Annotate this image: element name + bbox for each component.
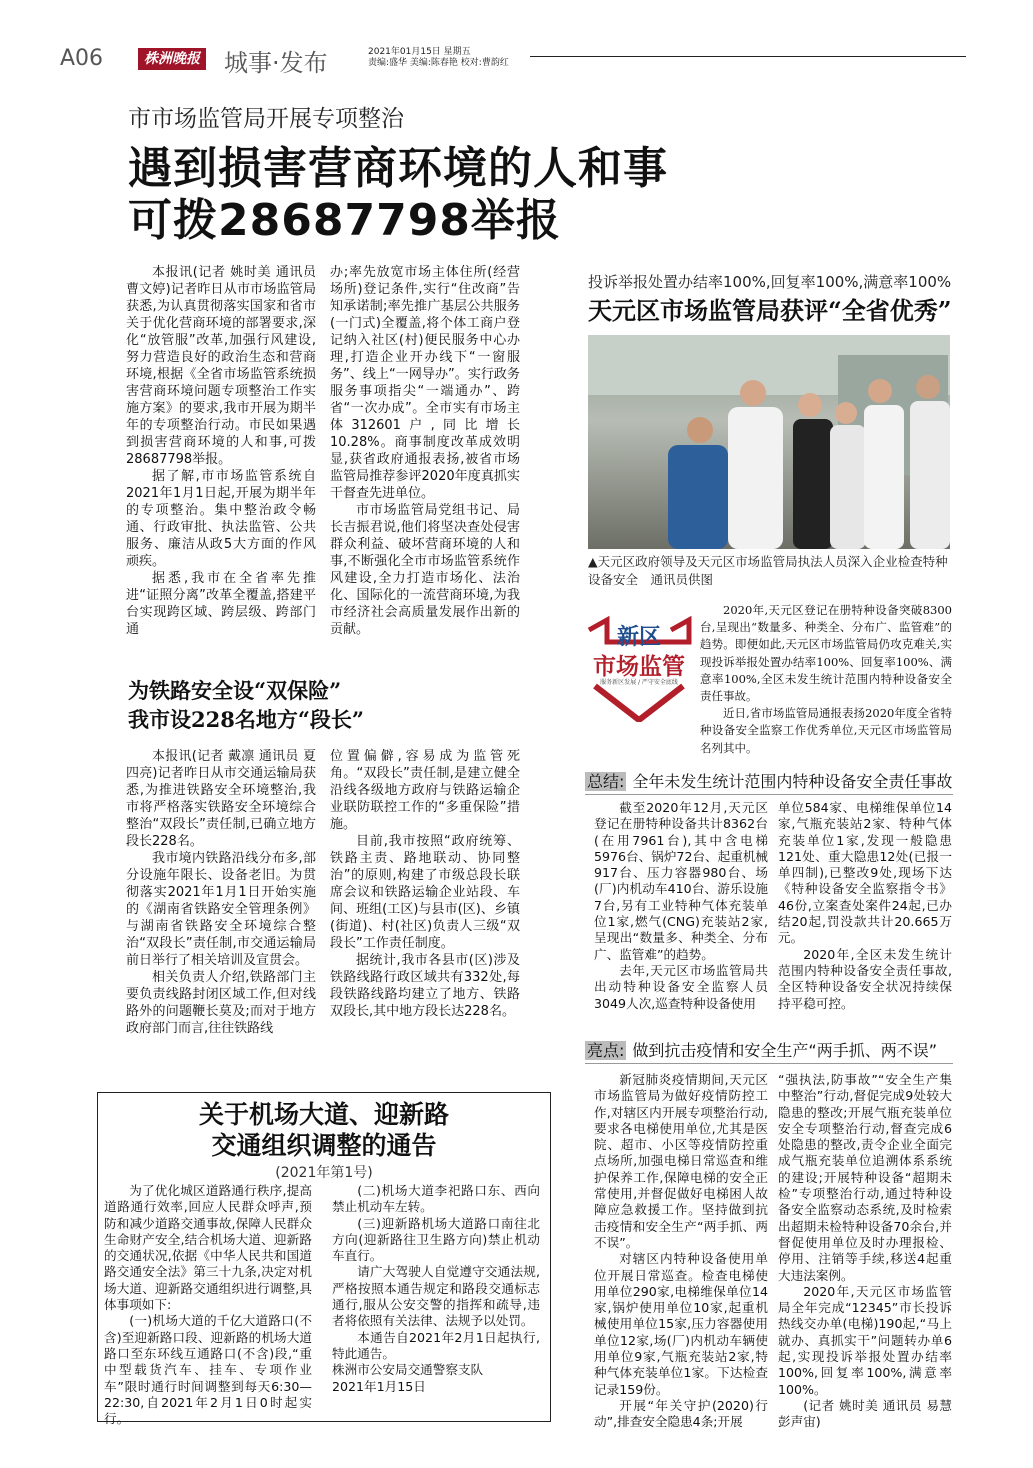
summary-label: 总结: <box>587 772 625 791</box>
highlight-title: 做到抗击疫情和安全生产“两手抓、两不误” <box>632 1041 937 1060</box>
paragraph: 本报讯(记者 姚时美 通讯员 曹文婷)记者昨日从市市场监管局获悉,为认真贯彻落实国家和省市关于优化营商环境的部署要求,深化“放管服”改革,加强行风建设,努力营造良好的政治生态和营商环境,根据《全省市场监管系统损害营商环境问题专项整治工作实施方案》的要求,我市开展为期半年的专项整治行动。市民如果遇到损害营商环境的人和事,可拨28687798举报。 <box>126 265 316 467</box>
paragraph: (二)机场大道李祀路口东、西向禁止机动车左转。 <box>332 1183 540 1215</box>
badge-slogan: 服务新区发展 / 严守安全底线 <box>600 679 678 686</box>
notice-column-1 <box>104 1183 312 1427</box>
column-badge <box>585 612 693 722</box>
lead-kicker: 市市场监管局开展专项整治 <box>128 106 404 132</box>
paragraph: 单位584家、电梯维保单位14家,气瓶充装站2家、特种气体充装单位1家,发现一般隐患121处、重大隐患12处(已报一单四制),已整改9处,现场下达《特种设备安全监察指令书》46份,立案查处案件24起,已办结20起,罚没款共计20.665万元。 <box>778 800 952 946</box>
paragraph: 本报讯(记者 戴凛 通讯员 夏四亮)记者昨日从市交通运输局获悉,为推进铁路安全环境整治,我市将严格落实铁路安全环境综合整治“双段长”责任制,已确立地方段长228名。 <box>126 749 316 849</box>
paragraph: 去年,天元区市场监管局共出动特种设备安全监察人员3049人次,巡查特种设备使用 <box>594 962 768 1011</box>
page-number: A06 <box>60 46 104 71</box>
traffic-notice-box <box>97 1092 551 1427</box>
lead-column-2 <box>330 264 520 638</box>
tianyuan-title: 天元区市场监管局获评“全省优秀” <box>588 296 952 325</box>
paragraph: 2020年,天元区市场监管局全年完成“12345”市长投诉热线交办单(电梯)190起,“马上就办、真抓实干”问题转办单6起,实现投诉举报处置办结率100%,回复率100%,满意率100%。 <box>778 1283 952 1397</box>
lead-headline-2: 可拨28687798举报 <box>128 195 561 246</box>
rail-headline <box>128 676 364 734</box>
paragraph: 2020年,天元区登记在册特种设备突破8300台,呈现出“数量多、种类全、分布广、监管难”的趋势。即便如此,天元区市场监管局仍攻克难关,实现投诉举报处置办结率100%、回复率100%、满意率100%,全区未发生统计范围内特种设备安全责任事故。 <box>700 603 952 704</box>
paragraph: 请广大驾驶人自觉遵守交通法规,严格按照本通告规定和路段交通标志通行,服从公安交警的指挥和疏导,违者将依照有关法律、法规予以处罚。 <box>332 1264 540 1329</box>
byline: (记者 姚时美 通讯员 易慧 彭声宙) <box>778 1397 952 1430</box>
paragraph: 相关负责人介绍,铁路部门主要负责线路封闭区域工作,但对线路外的问题鞭长莫及;而对于地方政府部门而言,往往铁路线 <box>126 970 316 1036</box>
paragraph: 为了优化城区道路通行秩序,提高道路通行效率,回应人民群众呼声,预防和减少道路交通事故,保障人民群众生命财产安全,结合机场大道、迎新路的交通状况,依据《中华人民共和国道路交通安全法》第三十九条,决定对机场大道、迎新路交通组织进行调整,具体事项如下: <box>104 1183 312 1313</box>
highlight-bar <box>585 1040 953 1064</box>
paragraph: 我市境内铁路沿线分布多,部分设施年限长、设备老旧。为贯彻落实2021年1月1日开始实施的《湖南省铁路安全管理条例》与湖南省铁路安全环境综合整治“双段长”责任制,市交通运输局前日举行了相关培训及宣贯会。 <box>126 851 316 968</box>
tianyuan-intro <box>700 602 952 757</box>
news-photo <box>588 335 950 549</box>
paragraph: 新冠肺炎疫情期间,天元区市场监管局为做好疫情防控工作,对辖区内开展专项整治行动,要求各电梯使用单位,尤其是医院、超市、小区等疫情防控重点场所,加强电梯日常巡查和维护保养工作,保障电梯的安全正常使用,并督促做好电梯困人故障应急救援工作。坚持做到抗击疫情和安全生产“两手抓、两不误”。 <box>594 1072 768 1250</box>
badge-line-1: 新区 <box>616 625 661 650</box>
paragraph: “强执法,防事故”“安全生产集中整治”行动,督促完成9处较大隐患的整改;开展气瓶充装单位安全专项整治行动,督查完成6处隐患的整改,责令企业全面完成气瓶充装单位追溯体系系统的建设;开展特种设备“超期未检”专项整治行动,通过特种设备安全监察动态系统,及时检索出超期未检特种设备70余台,并督促使用单位及时办理报检、停用、注销等手续,移送4起重大违法案例。 <box>778 1072 952 1283</box>
summary-bar <box>585 771 953 795</box>
notice-date: 2021年1月15日 <box>332 1378 426 1394</box>
notice-title <box>98 1099 550 1161</box>
header-rule <box>530 56 966 57</box>
highlight-column-2 <box>778 1072 952 1431</box>
paragraph: 本通告自2021年2月1日起执行,特此通告。 <box>332 1329 540 1361</box>
paragraph: 据了解,市市场监管系统自2021年1月1日起,开展为期半年的专项整治。集中整治政令畅通、行政审批、执法监管、公共服务、廉洁从政5大方面的作风顽疾。 <box>126 469 316 569</box>
highlight-label: 亮点: <box>587 1041 625 1060</box>
photo-illustration <box>588 335 950 549</box>
notice-number: (2021年第1号) <box>275 1165 373 1181</box>
paragraph: (三)迎新路机场大道路口南往北方向(迎新路往卫生路方向)禁止机动车直行。 <box>332 1215 540 1264</box>
badge-line-2: 市场监管 <box>593 654 685 680</box>
lead-headline-1: 遇到损害营商环境的人和事 <box>128 143 668 194</box>
lead-column-1 <box>126 264 316 638</box>
paragraph: 2020年,全区未发生统计范围内特种设备安全责任事故,全区特种设备安全状况持续保持平稳可控。 <box>778 946 952 1011</box>
paragraph: 目前,我市按照“政府统筹、铁路主责、路地联动、协同整治”的原则,构建了市级总段长联席会议和铁路运输企业站段、车间、班组(工区)与县市(区)、乡镇(街道)、村(社区)负责人三级“双段长”工作责任制度。 <box>330 834 520 951</box>
paragraph: 近日,省市场监管局通报表扬2020年度全省特种设备安全监察工作优秀单位,天元区市场监管局名列其中。 <box>700 706 952 755</box>
notice-title-2: 交通组织调整的通告 <box>211 1131 437 1160</box>
paragraph: 办;率先放宽市场主体住所(经营场所)登记条件,实行“住改商”告知承诺制;率先推广基层公共服务(一门式)全覆盖,将个体工商户登记纳入社区(村)便民服务中心办理,打造企业开办线下“一窗服务”、线上“一网导办”。实行政务服务事项指尖“一端通办”、跨省“一次办成”。全市实有市场主体312601户,同比增长10.28%。商事制度改革成效明显,获省政府通报表扬,被省市场监管局推荐参评2020年度真抓实干督查先进单位。 <box>330 265 520 501</box>
paragraph: 位置偏僻,容易成为监管死角。“双段长”责任制,是建立健全沿线各级地方政府与铁路运输企业联防联控工作的“多重保险”措施。 <box>330 749 520 832</box>
tianyuan-subtitle: 投诉举报处置办结率100%,回复率100%,满意率100% <box>588 273 952 291</box>
staff-credits: 责编:盛华 美编:陈春艳 校对:曹韵红 <box>368 58 509 68</box>
notice-title-1: 关于机场大道、迎新路 <box>198 1100 449 1129</box>
summary-column-2 <box>778 800 952 1012</box>
section-title: 城事·发布 <box>224 49 328 77</box>
rail-headline-2: 我市设228名地方“段长” <box>128 707 364 732</box>
paragraph: 开展“年关守护(2020)行动”,排查安全隐患4条;开展 <box>594 1397 768 1430</box>
issue-date: 2021年01月15日 星期五 <box>368 47 471 57</box>
highlight-column-1 <box>594 1072 768 1431</box>
paragraph: (一)机场大道的千亿大道路口(不含)至迎新路口段、迎新路的机场大道路口至东环线互通路口(不含)段,“重中型载货汽车、挂车、专项作业车”限时通行时间调整到每天6:30—22:30,自2021年2月1日0时起实行。 <box>104 1313 312 1427</box>
paragraph: 市市场监管局党组书记、局长吉振君说,他们将坚决查处侵害群众利益、破坏营商环境的人和事,不断强化全市市场监管系统作风建设,全力打造市场化、法治化、国际化的一流营商环境,为我市经济社会高质量发展作出新的贡献。 <box>330 503 520 637</box>
notice-column-2 <box>332 1183 540 1395</box>
notice-signer: 株洲市公安局交通警察支队 <box>332 1362 484 1378</box>
summary-column-1 <box>594 800 768 1012</box>
summary-title: 全年未发生统计范围内特种设备安全责任事故 <box>632 772 953 791</box>
newspaper-logo: 株洲晚报 <box>138 48 206 70</box>
dateline <box>368 47 509 69</box>
paragraph: 据悉,我市在全省率先推进“证照分离”改革全覆盖,搭建平台实现跨区域、跨层级、跨部门通 <box>126 571 316 637</box>
paragraph: 对辖区内特种设备使用单位开展日常巡查。检查电梯使用单位290家,电梯维保单位14家,锅炉使用单位10家,起重机械使用单位15家,压力容器使用单位12家,场(厂)内机动车辆使用单位9家,气瓶充装站2家,特种气体充装单位1家。下达检查记录159份。 <box>594 1251 768 1397</box>
rail-column-2 <box>330 748 520 1020</box>
photo-caption: ▲天元区政府领导及天元区市场监管局执法人员深入企业检查特种设备安全 通讯员供图 <box>588 554 948 587</box>
rail-headline-1: 为铁路安全设“双保险” <box>128 678 342 703</box>
paragraph: 截至2020年12月,天元区登记在册特种设备共计8362台(在用7961台),其中含电梯5976台、锅炉72台、起重机械917台、压力容器980台、场(厂)内机动车410台、游乐设施7台,另有工业特种气体充装单位1家,燃气(CNG)充装站2家,呈现出“数量多、种类全、分布广、监管难”的趋势。 <box>594 800 769 962</box>
paragraph: 据统计,我市各县市(区)涉及铁路线路行政区域共有332处,每段铁路线路均建立了地方、铁路双段长,其中地方段长达228名。 <box>330 953 520 1019</box>
rail-column-1 <box>126 748 316 1037</box>
